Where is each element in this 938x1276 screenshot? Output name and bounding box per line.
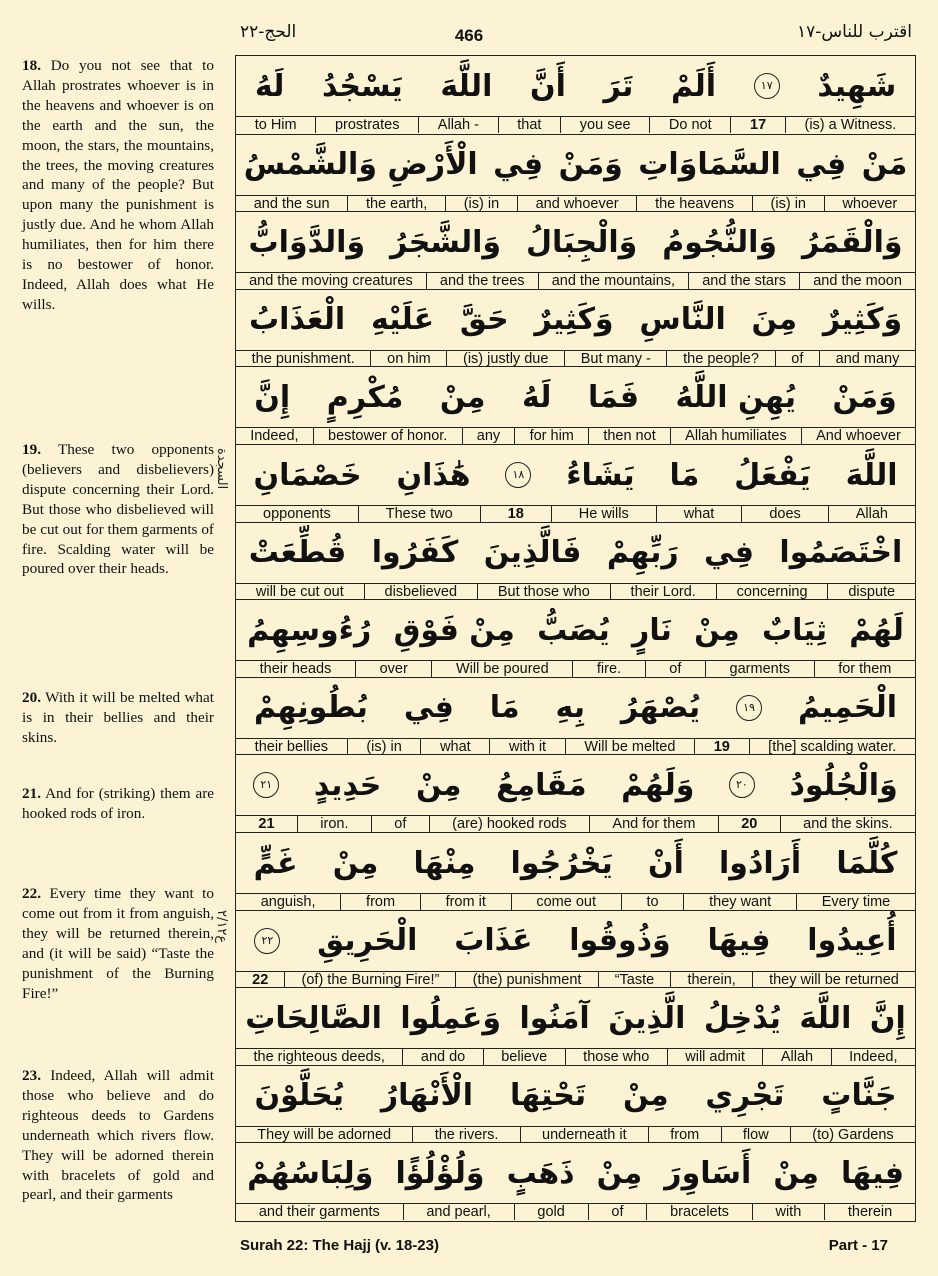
gloss-cell: anguish,: [260, 894, 316, 910]
gloss-cell: does: [741, 506, 827, 522]
page-number: 466: [454, 26, 484, 45]
header-part-name: اقترب للناس-١٧: [796, 22, 912, 42]
arabic-word: عَلَيْهِ: [370, 302, 435, 338]
arabic-word: فَالَّذِينَ: [483, 535, 582, 571]
arabic-word: أَنَّ: [529, 68, 566, 104]
word-by-word-grid: [235, 55, 916, 1222]
gloss-cell: and pearl,: [403, 1204, 514, 1220]
gloss-cell: underneath it: [520, 1127, 648, 1143]
arabic-word: مَا: [669, 457, 700, 493]
gloss-cell: (of) the Burning Fire!”: [284, 972, 455, 988]
arabic-text: [236, 600, 915, 660]
arabic-word: وَذُوقُوا: [569, 923, 671, 959]
arabic-word: تَجْرِي: [705, 1078, 785, 1114]
gloss-cell: then not: [588, 428, 670, 444]
commentary-verse: [22, 784, 214, 824]
arabic-text: [236, 911, 915, 971]
arabic-word: مِنْ فَوْقِ: [393, 612, 515, 648]
arabic-text: [236, 56, 915, 116]
arabic-word: فِيهَا: [707, 923, 771, 959]
gloss-cell: of: [645, 661, 705, 677]
sajdah-mark: السجدة: [214, 448, 229, 490]
arabic-word: يُصْهَرُ: [620, 690, 701, 726]
verse-translation: These two opponents (believers and disbelievers) dispute concerning their Lord. But those who disbelieved will be cut out for them garments of fire. Scalding water will be poured over their heads.: [22, 441, 214, 578]
arabic-word: شَهِيدٌ: [817, 68, 897, 104]
gloss-cell: (to) Gardens: [790, 1127, 915, 1143]
english-gloss-row: [236, 350, 915, 367]
arabic-word: اللَّهَ: [440, 68, 493, 104]
gloss-cell: of: [588, 1204, 647, 1220]
gloss-cell: Allah: [762, 1049, 830, 1065]
gloss-cell: on him: [370, 351, 446, 367]
arabic-word: وَالشَّجَرُ: [390, 224, 502, 260]
arabic-word: مِنْ: [415, 767, 462, 803]
gloss-cell: and the sun: [253, 195, 330, 212]
arabic-word: أَسَاوِرَ: [664, 1155, 752, 1191]
arabic-word: وَمَنْ: [558, 147, 623, 183]
verse-end-marker: ١٩: [736, 695, 762, 721]
verse-number: 21.: [22, 785, 41, 802]
english-gloss-row: [236, 272, 915, 289]
gloss-cell: whoever: [824, 196, 915, 212]
verse-number: 23.: [22, 1067, 41, 1084]
verse-line: [236, 1065, 915, 1142]
gloss-cell: the punishment.: [251, 350, 355, 367]
gloss-cell: therein: [824, 1204, 915, 1220]
arabic-word: وَمَنْ: [832, 379, 897, 415]
header-surah-name: الحج-٢٢: [240, 22, 297, 42]
gloss-cell: Indeed,: [250, 428, 299, 445]
arabic-word: مَا: [489, 690, 520, 726]
gloss-cell: the people?: [666, 351, 774, 367]
arabic-word: وَالنُّجُومُ: [662, 224, 778, 260]
arabic-word: وَكَثِيرٌ: [534, 302, 614, 338]
gloss-cell: and the moon: [799, 273, 915, 289]
verse-line: [236, 910, 915, 987]
verse-translation: Indeed, Allah will admit those who believe and do righteous deeds to Gardens underneath which rivers flow. They will be adorned therein with bracelets of gold and pearl, and their garments: [22, 1067, 214, 1204]
arabic-word: مُكْرِمٍ: [326, 379, 404, 415]
gloss-cell: (is) justly due: [446, 351, 564, 367]
verse-number: 19.: [22, 441, 41, 458]
gloss-cell: of: [775, 351, 819, 367]
gloss-cell: 19: [694, 739, 748, 755]
gloss-cell: (the) punishment: [455, 972, 597, 988]
gloss-cell: their Lord.: [610, 584, 716, 600]
gloss-cell: and the skins.: [780, 816, 915, 832]
verse-number: 18.: [22, 57, 41, 74]
arabic-word: إِنَّ: [254, 379, 291, 415]
arabic-word: رَبِّهِمْ: [606, 535, 679, 571]
arabic-text: [236, 678, 915, 738]
gloss-cell: Allah -: [418, 117, 497, 133]
gloss-cell: garments: [705, 661, 814, 677]
gloss-cell: what: [656, 506, 742, 522]
verse-translation: With it will be melted what is in their bellies and their skins.: [22, 689, 214, 746]
gloss-cell: [the] scalding water.: [749, 739, 915, 755]
gloss-cell: to Him: [254, 117, 297, 133]
gloss-cell: He wills: [551, 506, 656, 522]
gloss-cell: their bellies: [254, 738, 329, 755]
arabic-word: الْعَذَابُ: [248, 302, 346, 338]
gloss-cell: bracelets: [646, 1204, 751, 1220]
gloss-cell: the heavens: [636, 196, 751, 212]
gloss-cell: (is) in: [445, 196, 517, 212]
arabic-word: لَهُ: [254, 68, 285, 104]
gloss-cell: Allah: [828, 506, 915, 522]
gloss-cell: with it: [489, 739, 564, 755]
arabic-word: مِنْ: [439, 379, 486, 415]
arabic-word: الْحَمِيمُ: [797, 690, 898, 726]
commentary-verse: [22, 56, 214, 315]
gloss-cell: any: [462, 428, 515, 444]
english-gloss-row: [236, 116, 915, 133]
gloss-cell: for him: [514, 428, 588, 444]
gloss-cell: that: [498, 117, 561, 133]
commentary-verse: [22, 440, 214, 579]
gloss-cell: (is) a Witness.: [785, 117, 915, 133]
arabic-word: وَلَهُمْ: [621, 767, 695, 803]
arabic-word: مِنَ: [751, 302, 798, 338]
arabic-word: الْأَرْضِ وَالشَّمْسُ: [243, 147, 478, 183]
gloss-cell: 20: [718, 816, 780, 832]
gloss-cell: to: [621, 894, 684, 910]
arabic-word: أَلَمْ: [671, 68, 717, 104]
arabic-word: كُلَّمَا: [836, 845, 898, 881]
arabic-word: فِي: [796, 147, 847, 183]
gloss-cell: will be cut out: [255, 583, 344, 600]
gloss-cell: the rivers.: [412, 1127, 519, 1143]
verse-line: [236, 56, 915, 133]
verse-line: [236, 366, 915, 443]
arabic-word: اللَّهَ: [845, 457, 898, 493]
arabic-text: [236, 445, 915, 505]
gloss-cell: their heads: [259, 661, 332, 678]
arabic-word: وَالْجِبَالُ: [525, 224, 638, 260]
gloss-cell: “Taste: [598, 972, 671, 988]
gloss-cell: dispute: [827, 584, 915, 600]
arabic-word: حَدِيدٍ: [313, 767, 382, 803]
arabic-word: الصَّالِحَاتِ: [245, 1000, 382, 1036]
verse-number: 22.: [22, 885, 41, 902]
arabic-word: الْأَنْهَارُ: [380, 1078, 474, 1114]
arabic-word: وَلُؤْلُؤًا: [395, 1155, 485, 1191]
gloss-cell: from: [340, 894, 420, 910]
arabic-text: [236, 988, 915, 1048]
gloss-cell: bestower of honor.: [313, 428, 462, 444]
gloss-cell: they want: [683, 894, 796, 910]
gloss-cell: (are) hooked rods: [429, 816, 589, 832]
arabic-word: وَالْقَمَرُ: [801, 224, 903, 260]
arabic-text: [236, 523, 915, 583]
gloss-cell: Every time: [796, 894, 915, 910]
gloss-cell: will admit: [667, 1049, 763, 1065]
english-gloss-row: [236, 1203, 915, 1220]
arabic-word: رُءُوسِهِمُ: [247, 612, 372, 648]
arabic-word: مِنْ: [596, 1155, 643, 1191]
arabic-word: ذَهَبٍ: [506, 1155, 575, 1191]
arabic-word: مِنْ: [622, 1078, 669, 1114]
arabic-word: يَخْرُجُوا: [510, 845, 613, 881]
arabic-text: [236, 1143, 915, 1203]
gloss-cell: And for them: [589, 816, 718, 832]
english-gloss-row: [236, 505, 915, 522]
arabic-word: إِنَّ: [869, 1000, 906, 1036]
arabic-word: يُصَبُّ: [537, 612, 610, 648]
arabic-word: وَالدَّوَابُّ: [248, 224, 366, 260]
gloss-cell: opponents: [263, 506, 331, 522]
arabic-word: ثِيَابٌ: [762, 612, 827, 648]
gloss-cell: and their garments: [258, 1204, 380, 1221]
gloss-cell: Allah humiliates: [670, 428, 801, 444]
gloss-cell: and the mountains,: [538, 273, 689, 289]
english-gloss-row: [236, 1126, 915, 1143]
arabic-text: [236, 1066, 915, 1126]
arabic-word: مَنْ: [861, 147, 908, 183]
arabic-word: تَرَ: [603, 68, 634, 104]
gloss-cell: and the moving creatures: [249, 273, 413, 290]
english-gloss-row: [236, 583, 915, 600]
gloss-cell: you see: [560, 117, 649, 133]
english-gloss-row: [236, 738, 915, 755]
arabic-text: [236, 135, 915, 195]
gloss-cell: for them: [814, 661, 915, 677]
gloss-cell: And whoever: [801, 428, 915, 444]
verse-line: [236, 1142, 915, 1219]
gloss-cell: therein,: [670, 972, 752, 988]
gloss-cell: and many: [819, 351, 915, 367]
arabic-word: فِي: [493, 147, 544, 183]
arabic-word: كَفَرُوا: [371, 535, 459, 571]
commentary-verse: [22, 884, 214, 1003]
gloss-cell: flow: [721, 1127, 790, 1143]
arabic-word: الَّذِينَ: [608, 1000, 686, 1036]
english-gloss-row: [236, 660, 915, 677]
footer-part: Part - 17: [828, 1237, 888, 1254]
arabic-word: فِيهَا: [841, 1155, 904, 1191]
gloss-cell: and the trees: [426, 273, 538, 289]
arabic-word: تَحْتِهَا: [509, 1078, 587, 1114]
gloss-cell: fire.: [572, 661, 644, 677]
gloss-cell: over: [355, 661, 431, 677]
verse-end-marker: ٢٢: [254, 928, 280, 954]
arabic-word: وَعَمِلُوا: [400, 1000, 502, 1036]
verse-line: [236, 599, 915, 676]
gloss-cell: come out: [511, 894, 621, 910]
gloss-cell: the earth,: [347, 196, 445, 212]
verse-line: [236, 522, 915, 599]
arabic-word: آمَنُوا: [519, 1000, 590, 1036]
arabic-word: الْحَرِيقِ: [317, 923, 418, 959]
arabic-word: يَسْجُدُ: [322, 68, 403, 104]
gloss-cell: These two: [358, 506, 480, 522]
arabic-word: حَقَّ: [459, 302, 509, 338]
gloss-cell: 22: [252, 971, 269, 988]
arabic-text: [236, 755, 915, 815]
verse-number: 20.: [22, 689, 41, 706]
arabic-word: خَصْمَانِ: [253, 457, 362, 493]
commentary-verse: [22, 688, 214, 748]
verse-line: [236, 987, 915, 1064]
gloss-cell: what: [420, 739, 489, 755]
footer-surah-reference: Surah 22: The Hajj (v. 18-23): [240, 1237, 439, 1254]
gloss-cell: believe: [483, 1049, 565, 1065]
gloss-cell: they will be returned: [752, 972, 915, 988]
arabic-word: النَّاسِ: [639, 302, 726, 338]
verse-line: [236, 677, 915, 754]
gloss-cell: gold: [514, 1204, 588, 1220]
arabic-word: أُعِيدُوا: [807, 923, 897, 959]
gloss-cell: of: [371, 816, 429, 832]
verse-end-marker: ٢١: [253, 772, 279, 798]
gloss-cell: those who: [565, 1049, 667, 1065]
verse-translation: And for (striking) them are hooked rods of iron.: [22, 785, 214, 822]
arabic-word: قُطِّعَتْ: [248, 535, 347, 571]
gloss-cell: disbelieved: [364, 584, 477, 600]
arabic-word: مِنْ: [773, 1155, 819, 1191]
arabic-word: اخْتَصَمُوا: [779, 535, 903, 571]
gloss-cell: But many -: [564, 351, 666, 367]
gloss-cell: concerning: [716, 584, 828, 600]
arabic-word: مِنْ: [694, 612, 740, 648]
arabic-word: وَالْجُلُودُ: [789, 767, 898, 803]
gloss-cell: with: [752, 1204, 824, 1220]
arabic-word: فِي: [704, 535, 755, 571]
arabic-word: عَذَابَ: [454, 923, 533, 959]
arabic-word: بُطُونِهِمْ: [254, 690, 368, 726]
gloss-cell: Will be poured: [431, 661, 572, 677]
english-gloss-row: [236, 1048, 915, 1065]
gloss-cell: and do: [402, 1049, 482, 1065]
verse-line: [236, 832, 915, 909]
arabic-word: نَارٍ: [632, 612, 672, 648]
verse-translation: Do you not see that to Allah prostrates whoever is in the heavens and whoever is on the earth and the sun, the moon, the stars, the mountains, the trees, the moving creatures and many of the people? But upon many the punishment is justly due. And he whom Allah humiliates, then for him there is no bestower of honor. Indeed, Allah does what He wills.: [22, 57, 215, 313]
arabic-word: فَمَا: [587, 379, 639, 415]
arabic-text: [236, 833, 915, 893]
arabic-word: هَٰذَانِ: [396, 457, 471, 493]
gloss-cell: Do not: [649, 117, 730, 133]
gloss-cell: from it: [420, 894, 511, 910]
arabic-text: [236, 290, 915, 350]
verse-line: [236, 289, 915, 366]
arabic-word: اللَّهَ: [799, 1000, 852, 1036]
arabic-word: بِهِ: [555, 690, 585, 726]
gloss-cell: They will be adorned: [257, 1126, 392, 1143]
verse-line: [236, 211, 915, 288]
arabic-word: أَنْ: [647, 845, 684, 881]
gloss-cell: the righteous deeds,: [253, 1049, 385, 1066]
gloss-cell: Will be melted: [565, 739, 694, 755]
gloss-cell: and the stars: [688, 273, 799, 289]
english-gloss-row: [236, 815, 915, 832]
arabic-word: لَهُمْ: [849, 612, 904, 648]
arabic-word: يُدْخِلُ: [703, 1000, 781, 1036]
gloss-cell: (is) in: [752, 196, 824, 212]
arabic-word: يُحَلَّوْنَ: [254, 1078, 345, 1114]
arabic-word: فِي: [403, 690, 454, 726]
arabic-word: يَشَاءُ: [566, 457, 635, 493]
arabic-word: مَقَامِعُ: [496, 767, 587, 803]
arabic-text: [236, 212, 915, 272]
arabic-text: [236, 367, 915, 427]
arabic-word: غَمٍّ: [253, 845, 298, 881]
gloss-cell: and whoever: [517, 196, 636, 212]
arabic-word: لَهُ: [521, 379, 552, 415]
verse-end-marker: ١٧: [754, 73, 780, 99]
english-gloss-row: [236, 893, 915, 910]
gloss-cell: 18: [480, 506, 551, 522]
english-gloss-row: [236, 195, 915, 212]
arabic-word: مِنْ: [332, 845, 379, 881]
verse-end-marker: ١٨: [505, 462, 531, 488]
gloss-cell: 21: [258, 816, 275, 833]
gloss-cell: prostrates: [315, 117, 418, 133]
gloss-cell: from: [648, 1127, 721, 1143]
verse-end-marker: ٢٠: [729, 772, 755, 798]
gloss-cell: iron.: [297, 816, 371, 832]
arabic-word: وَكَثِيرٌ: [822, 302, 903, 338]
commentary-verse: [22, 1066, 214, 1205]
gloss-cell: 17: [730, 117, 784, 133]
gloss-cell: Indeed,: [831, 1049, 915, 1065]
arabic-word: يُهِنِ اللَّهُ: [675, 379, 797, 415]
verse-line: [236, 754, 915, 831]
arabic-word: يَفْعَلُ: [734, 457, 811, 493]
english-gloss-row: [236, 971, 915, 988]
verse-line: [236, 134, 915, 211]
verse-translation: Every time they want to come out from it from anguish, they will be returned therein, and (it will be said) “Taste the punishment of the Burning Fire!”: [22, 885, 214, 1002]
gloss-cell: But those who: [477, 584, 610, 600]
verse-line: [236, 444, 915, 521]
arabic-word: جَنَّاتٍ: [821, 1078, 897, 1114]
ruku-mark: ع٢/١٢: [214, 910, 229, 944]
arabic-word: السَّمَاوَاتِ: [638, 147, 781, 183]
english-gloss-row: [236, 427, 915, 444]
arabic-word: وَلِبَاسُهُمْ: [247, 1155, 374, 1191]
arabic-word: أَرَادُوا: [719, 845, 802, 881]
arabic-word: مِنْهَا: [413, 845, 476, 881]
gloss-cell: (is) in: [347, 739, 421, 755]
